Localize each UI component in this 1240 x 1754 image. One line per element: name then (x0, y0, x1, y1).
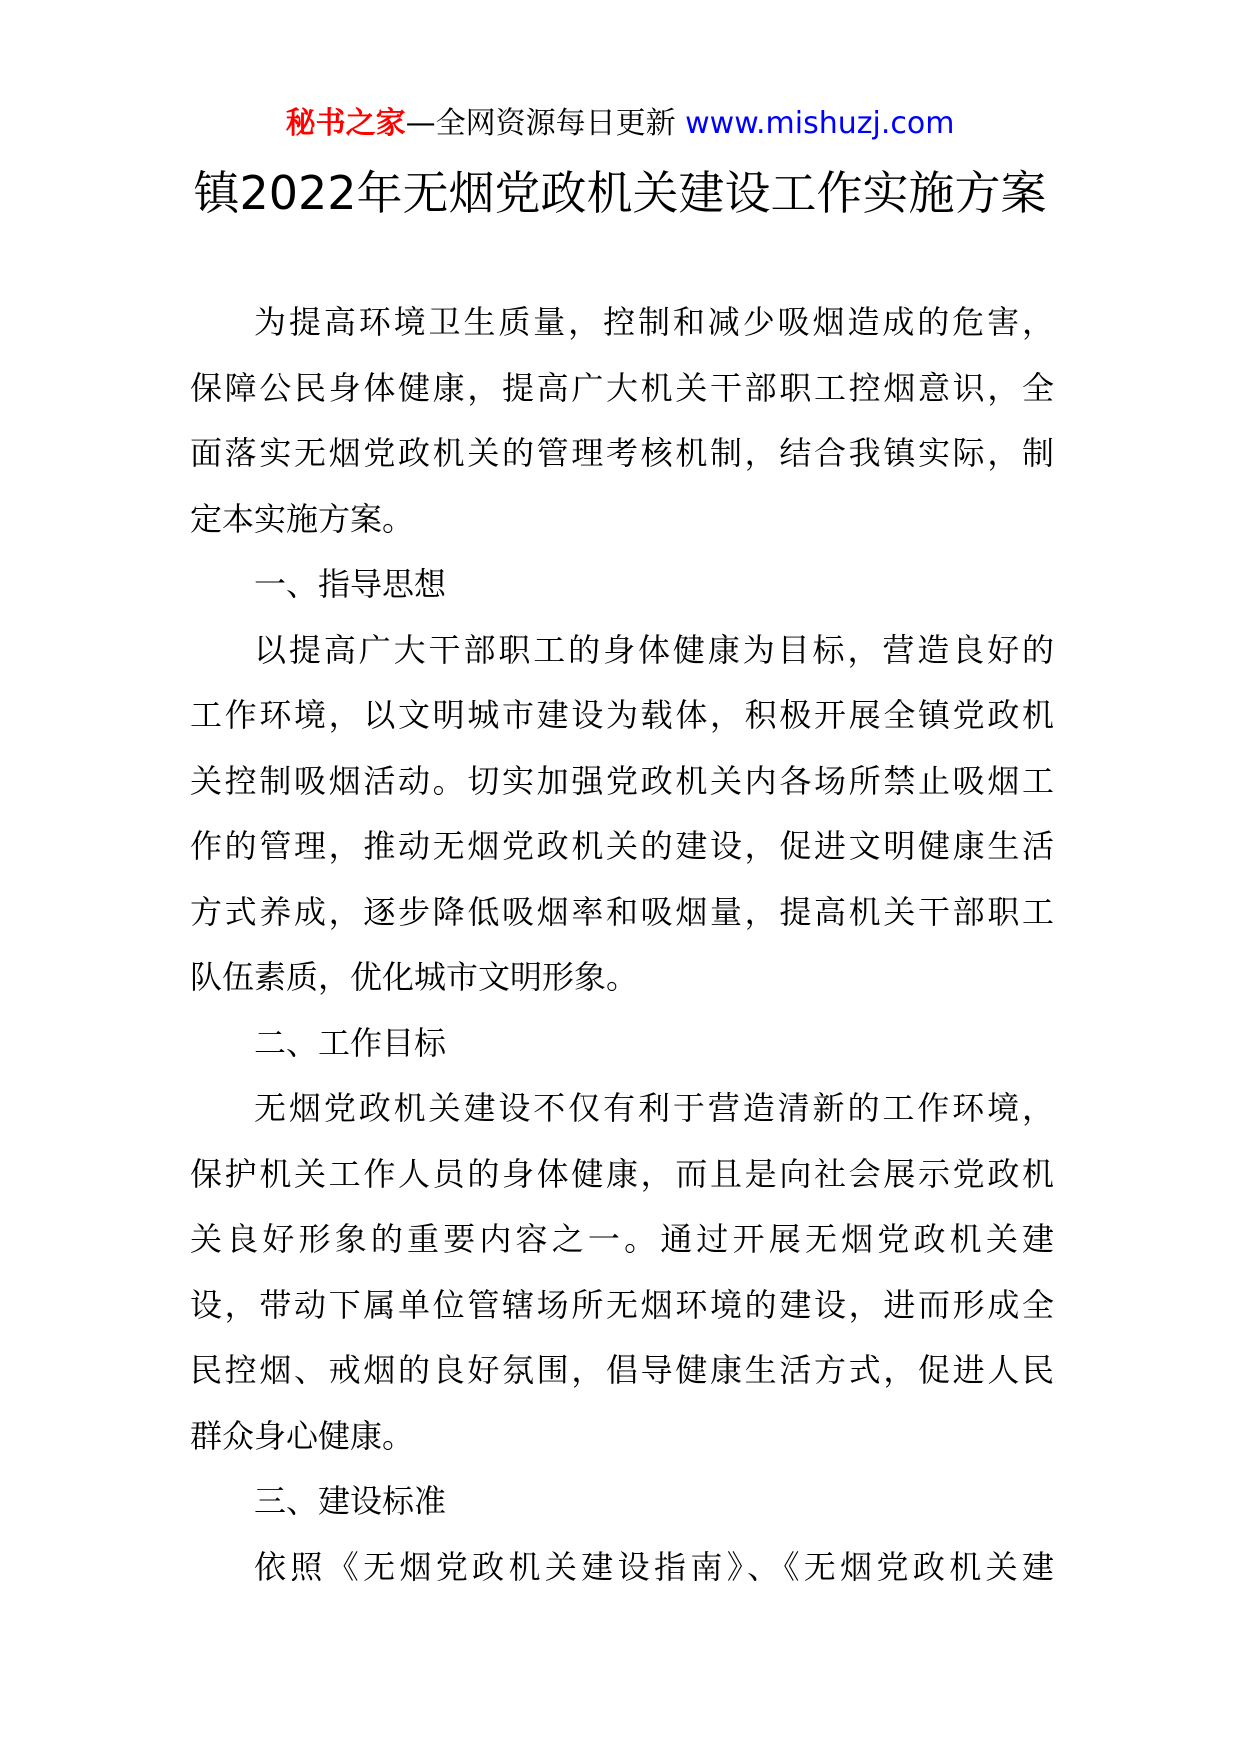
brand-name: 秘书之家 (285, 106, 406, 141)
paragraph-line: 关良好形象的重要内容之一。通过开展无烟党政机关建 (190, 1220, 1054, 1258)
watermark-header (0, 104, 1240, 144)
header-tagline: —全网资源每日更新 (405, 106, 686, 141)
paragraph-line: 群众身心健康。 (190, 1416, 415, 1455)
paragraph-line: 依照《无烟党政机关建设指南》、《无烟党政机关建 (254, 1547, 1054, 1586)
site-url-link[interactable]: www.mishuzj.com (685, 106, 955, 141)
paragraph-line: 面落实无烟党政机关的管理考核机制，结合我镇实际，制 (190, 434, 1054, 472)
section-heading: 三、建设标准 (254, 1482, 447, 1520)
document-body (190, 290, 1054, 1600)
section-heading: 一、指导思想 (254, 565, 447, 603)
paragraph-line: 民控烟、戒烟的良好氛围，倡导健康生活方式，促进人民 (190, 1351, 1054, 1389)
paragraph-line: 设，带动下属单位管辖场所无烟环境的建设，进而形成全 (190, 1285, 1054, 1324)
paragraph-line: 保障公民身体健康，提高广大机关干部职工控烟意识，全 (190, 368, 1054, 407)
paragraph-line: 定本实施方案。 (190, 499, 415, 538)
paragraph-line: 以提高广大干部职工的身体健康为目标，营造良好的 (254, 630, 1054, 669)
paragraph-line: 方式养成，逐步降低吸烟率和吸烟量，提高机关干部职工 (190, 892, 1054, 931)
section-heading: 二、工作目标 (254, 1023, 447, 1062)
paragraph-line: 作的管理，推动无烟党政机关的建设，促进文明健康生活 (190, 827, 1054, 865)
paragraph-line: 保护机关工作人员的身体健康，而且是向社会展示党政机 (190, 1154, 1054, 1193)
paragraph-line: 关控制吸烟活动。切实加强党政机关内各场所禁止吸烟工 (190, 761, 1054, 800)
paragraph-line: 队伍素质，优化城市文明形象。 (190, 958, 639, 996)
paragraph-line: 工作环境，以文明城市建设为载体，积极开展全镇党政机 (190, 696, 1054, 734)
paragraph-line: 为提高环境卫生质量，控制和减少吸烟造成的危害， (254, 303, 1054, 341)
paragraph-line: 无烟党政机关建设不仅有利于营造清新的工作环境， (254, 1089, 1054, 1127)
document-title: 镇2022年无烟党政机关建设工作实施方案 (193, 166, 1047, 220)
